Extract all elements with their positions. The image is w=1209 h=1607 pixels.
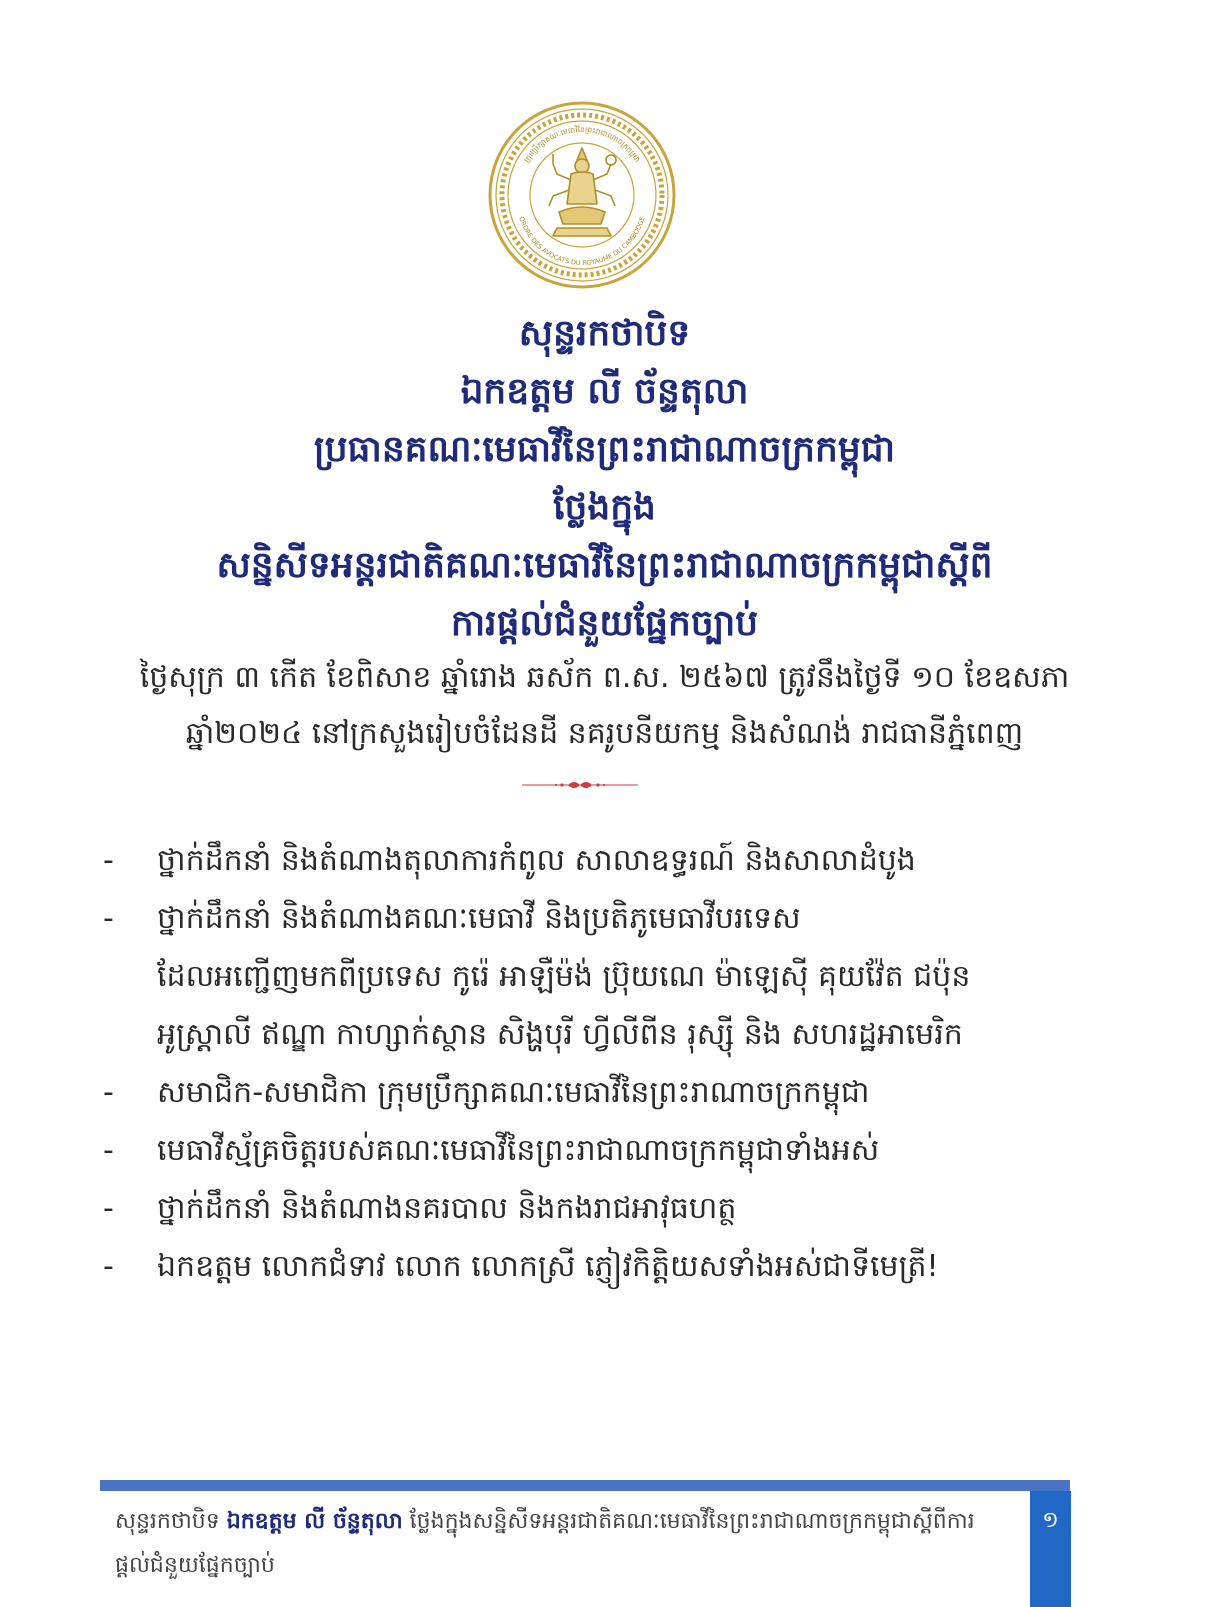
footer-divider-bar xyxy=(100,1480,1070,1491)
list-dash: - xyxy=(103,843,114,878)
title-event-name: សន្និសីទអន្តរជាតិគណៈមេធាវីនៃព្រះរាជាណាចក្រកម្ពុជាស្តីពី xyxy=(216,545,993,586)
footer-line-1 xyxy=(115,1500,995,1544)
list-item-text: ថ្នាក់ដឹកនាំ និងតំណាងនគរបាល និងកងរាជអាវុធហត្ថ xyxy=(157,1191,737,1226)
title-speaker-role: ប្រធានគណៈមេធាវីនៃព្រះរាជាណាចក្រកម្ពុជា xyxy=(313,429,896,470)
footer-line-2: ផ្តល់ជំនួយផ្នែកច្បាប់ xyxy=(115,1553,275,1578)
list-item xyxy=(95,1180,1095,1238)
seal-legend-inner: ORDRE DES AVOCATS DU ROYAUME DU CAMBODGE xyxy=(517,215,647,268)
speech-title xyxy=(60,305,1149,653)
list-item xyxy=(95,832,1095,890)
list-dash: - xyxy=(103,901,114,936)
list-item-text-continued: អូស្ត្រាលី ឥណ្ឌា កាហ្សាក់ស្ថាន សិង្ហបុរី ហ្វីលីពីន រុស្ស៊ី និង សហរដ្ឋអាមេរិក xyxy=(157,1017,963,1052)
list-dash: - xyxy=(103,1075,114,1110)
salutation-list xyxy=(95,832,1095,1296)
list-item-text: ឯកឧត្តម លោកជំទាវ លោក លោកស្រី ភ្ញៀវកិត្តិយសទាំងអស់ជាទីមេត្រី! xyxy=(157,1249,939,1284)
list-dash: - xyxy=(103,1249,114,1284)
ornament-divider-icon xyxy=(520,779,640,791)
date-and-venue xyxy=(60,650,1149,762)
list-item-text: សមាជិក-សមាជិកា ក្រុមប្រឹក្សាគណៈមេធាវីនៃព្រះរាណាចក្រកម្ពុជា xyxy=(157,1075,870,1110)
list-dash: - xyxy=(103,1191,114,1226)
title-speaker-name: ឯកឧត្តម លី ច័ន្ទតុលា xyxy=(460,371,749,412)
list-item xyxy=(95,890,1095,1064)
list-item xyxy=(95,1064,1095,1122)
title-event-topic: ការផ្តល់ជំនួយផ្នែកច្បាប់ xyxy=(450,603,759,644)
list-item-text: មេធាវីស្ម័គ្រចិត្តរបស់គណៈមេធាវីនៃព្រះរាជាណាចក្រកម្ពុជាទាំងអស់ xyxy=(157,1133,880,1168)
list-item-text: ថ្នាក់ដឹកនាំ និងតំណាងតុលាការកំពូល សាលាឧទ្ធរណ៍ និងសាលាដំបូង xyxy=(157,843,916,878)
title-speech-type: សុន្ទរកថាបិទ xyxy=(518,313,691,354)
footer-running-title xyxy=(115,1500,995,1588)
seal-legend-outer: ក្រុមប្រឹក្សាគណៈមេធាវីនៃព្រះរាជាណាចក្រកម្ពុជា xyxy=(521,124,643,164)
footer-speaker-name: ឯកឧត្តម លី ច័ន្ទតុលា xyxy=(226,1509,403,1534)
list-item xyxy=(95,1238,1095,1296)
list-item-text: ថ្នាក់ដឹកនាំ និងតំណាងគណៈមេធាវី និងប្រតិភូមេធាវីបរទេស xyxy=(157,901,801,936)
bar-association-seal xyxy=(487,100,677,290)
list-item-text-continued: ដែលអញ្ជើញមកពីប្រទេស កូរ៉េ អាឡឺម៉ង់ ប្រ៊ុយណេ ម៉ាឡេស៊ី គុយវ៉ែត ជប៉ុន xyxy=(157,959,971,994)
list-item xyxy=(95,1122,1095,1180)
venue-line: ឆ្នាំ២០២៤ នៅក្រសួងរៀបចំដែនដី នគរូបនីយកម្ម និងសំណង់ រាជធានីភ្នំពេញ xyxy=(185,716,1024,751)
footer-rest: ថ្លែងក្នុងសន្និសីទអន្តរជាតិគណៈមេធាវីនៃព្រះរាជាណាចក្រកម្ពុជាស្តីពីការ xyxy=(409,1509,975,1534)
title-delivered-at: ថ្លែងក្នុង xyxy=(553,487,656,528)
footer-prefix: សុន្ទរកថាបិទ xyxy=(115,1509,220,1534)
page-number: ១ xyxy=(1030,1491,1071,1607)
date-line: ថ្ងៃសុក្រ ៣ កើត ខែពិសាខ ឆ្នាំរោង ឆស័ក ព.ស. ២៥៦៧ ត្រូវនឹងថ្ងៃទី ១០ ខែឧសភា xyxy=(139,660,1070,695)
list-dash: - xyxy=(103,1133,114,1168)
seal-emblem-icon xyxy=(487,100,677,290)
